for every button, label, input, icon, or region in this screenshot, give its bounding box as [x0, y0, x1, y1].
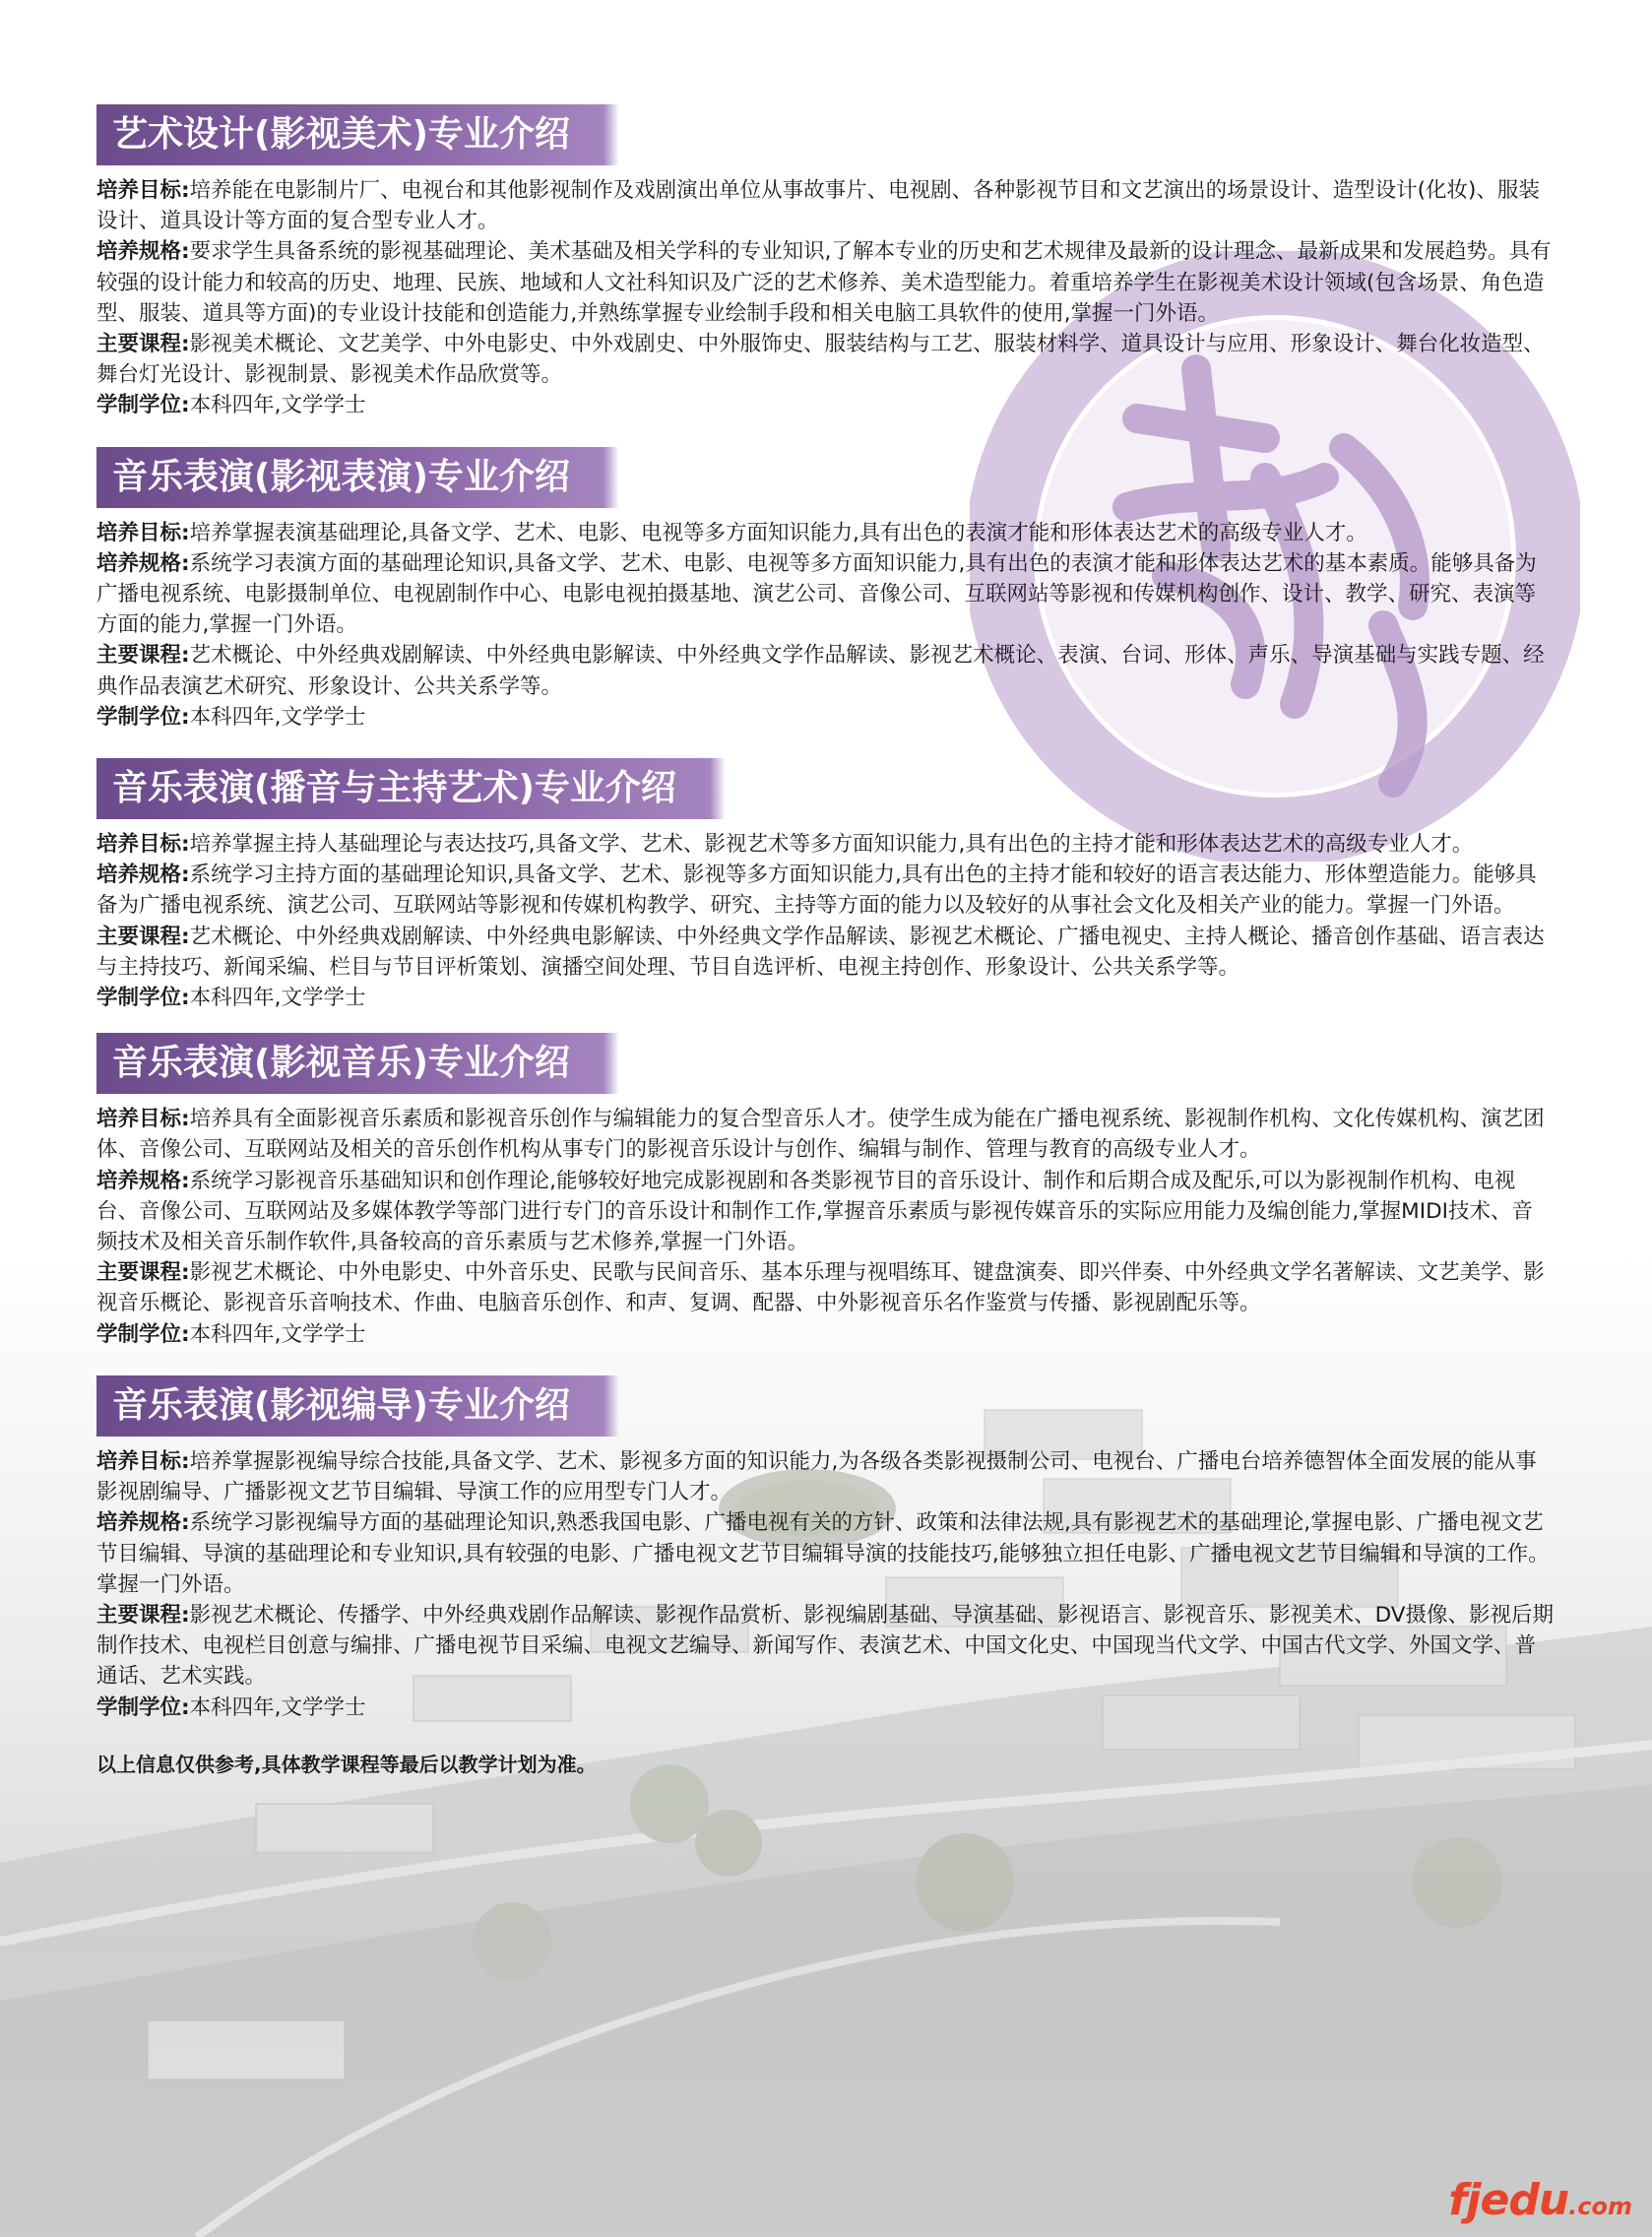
courses-label: 主要课程: — [96, 1602, 190, 1628]
section-title: 艺术设计(影视美术)专业介绍 — [96, 104, 604, 165]
degree-label: 学制学位: — [96, 1694, 190, 1720]
section-art-design — [96, 104, 1554, 421]
section-film-acting — [96, 447, 1554, 733]
spec-text: 系统学习影视编导方面的基础理论知识,熟悉我国电影、广播电视有关的方针、政策和法律法规,具有影视艺术的基础理论,掌握电影、广播电视文艺节目编辑、导演的基础理论和专业知识,具有较强的电影、广播电视文艺节目编辑导演的技能技巧,能够独立担任电影、广播电视文艺节目编辑和导演的工作。掌握一门外语。 — [96, 1510, 1550, 1597]
spec-label: 培养规格: — [96, 550, 190, 576]
watermark-suffix: .com — [1568, 2193, 1632, 2220]
spec-text: 系统学习影视音乐基础知识和创作理论,能够较好地完成影视剧和各类影视节目的音乐设计、制作和后期合成及配乐,可以为影视制作机构、电视台、音像公司、互联网站及多媒体教学等部门进行专门的音乐设计和制作工作,掌握音乐素质与影视传媒音乐的实际应用能力及编创能力,掌握MIDI技术、音频技术及相关音乐制作软件,具备较高的音乐素质与艺术修养,掌握一门外语。 — [96, 1168, 1533, 1255]
training-goal — [96, 1104, 1554, 1165]
goal-label: 培养目标: — [96, 1107, 190, 1132]
spec-label: 培养规格: — [96, 1168, 190, 1193]
site-watermark — [1448, 2175, 1632, 2225]
courses-text: 影视艺术概论、传播学、中外经典戏剧作品解读、影视作品赏析、影视编剧基础、导演基础、影视语言、影视音乐、影视美术、DV摄像、影视后期制作技术、电视栏目创意与编排、广播电视节目采编、电视文艺编导、新闻写作、表演艺术、中国文化史、中国现当代文学、中国古代文学、外国文学、普通话、艺术实践。 — [96, 1602, 1555, 1690]
degree-label: 学制学位: — [96, 704, 190, 730]
main-courses — [96, 640, 1554, 701]
degree-text: 本科四年,文学学士 — [189, 704, 366, 730]
section-title: 音乐表演(影视表演)专业介绍 — [96, 447, 604, 508]
main-courses — [96, 922, 1554, 983]
goal-label: 培养目标: — [96, 520, 190, 545]
courses-text: 艺术概论、中外经典戏剧解读、中外经典电影解读、中外经典文学作品解读、影视艺术概论、表演、台词、形体、声乐、导演基础与实践专题、经典作品表演艺术研究、形象设计、公共关系学等。 — [96, 643, 1545, 699]
goal-text: 培养具有全面影视音乐素质和影视音乐创作与编辑能力的复合型音乐人才。使学生成为能在广播电视系统、影视制作机构、文化传媒机构、演艺团体、音像公司、互联网站及相关的音乐创作机构从事专门的影视音乐设计与创作、编辑与制作、管理与教育的高级专业人才。 — [96, 1107, 1545, 1163]
goal-text: 培养掌握表演基础理论,具备文学、艺术、电影、电视等多方面知识能力,具有出色的表演才能和形体表达艺术的高级专业人才。 — [189, 520, 1367, 545]
degree-text: 本科四年,文学学士 — [189, 1321, 366, 1347]
spec-label: 培养规格: — [96, 239, 190, 265]
courses-label: 主要课程: — [96, 1260, 190, 1286]
degree-info — [96, 702, 1554, 733]
degree-info — [96, 390, 1554, 420]
training-goal — [96, 829, 1554, 860]
spec-label: 培养规格: — [96, 863, 190, 888]
courses-label: 主要课程: — [96, 924, 190, 949]
section-broadcasting-hosting — [96, 758, 1554, 1013]
training-spec — [96, 1166, 1554, 1258]
degree-info — [96, 1693, 1554, 1723]
spec-label: 培养规格: — [96, 1510, 190, 1536]
training-spec — [96, 1507, 1554, 1600]
spec-text: 系统学习表演方面的基础理论知识,具备文学、艺术、电影、电视等多方面知识能力,具有出色的表演才能和形体表达艺术的基本素质。能够具备为广播电视系统、电影摄制单位、电视剧制作中心、电影电视拍摄基地、演艺公司、音像公司、互联网站等影视和传媒机构创作、设计、教学、研究、表演等方面的能力,掌握一门外语。 — [96, 550, 1537, 638]
degree-label: 学制学位: — [96, 986, 190, 1011]
training-goal — [96, 518, 1554, 548]
spec-text: 系统学习主持方面的基础理论知识,具备文学、艺术、影视等多方面知识能力,具有出色的主持才能和较好的语言表达能力、形体塑造能力。能够具备为广播电视系统、演艺公司、互联网站等影视和传媒机构教学、研究、主持等方面的能力以及较好的从事社会文化及相关产业的能力。掌握一门外语。 — [96, 863, 1537, 919]
degree-text: 本科四年,文学学士 — [189, 1694, 366, 1720]
courses-label: 主要课程: — [96, 643, 190, 669]
spec-text: 要求学生具备系统的影视基础理论、美术基础及相关学科的专业知识,了解本专业的历史和艺术规律及最新的设计理念、最新成果和发展趋势。具有较强的设计能力和较高的历史、地理、民族、地域和人文社科知识及广泛的艺术修养、美术造型能力。着重培养学生在影视美术设计领域(包含场景、角色造型、服装、道具等方面)的专业设计技能和创造能力,并熟练掌握专业绘制手段和相关电脑工具软件的使用,掌握一门外语。 — [96, 239, 1552, 326]
goal-label: 培养目标: — [96, 832, 190, 858]
degree-info — [96, 1319, 1554, 1350]
training-spec — [96, 236, 1554, 329]
main-courses — [96, 329, 1554, 390]
training-goal — [96, 1446, 1554, 1507]
training-spec — [96, 860, 1554, 921]
goal-label: 培养目标: — [96, 178, 190, 203]
goal-label: 培养目标: — [96, 1448, 190, 1474]
program-list — [96, 104, 1554, 1777]
courses-label: 主要课程: — [96, 332, 190, 357]
courses-text: 影视艺术概论、中外电影史、中外音乐史、民歌与民间音乐、基本乐理与视唱练耳、键盘演奏、即兴伴奏、中外经典文学名著解读、文艺美学、影视音乐概论、影视音乐音响技术、作曲、电脑音乐创作、和声、复调、配器、中外影视音乐名作鉴赏与传播、影视剧配乐等。 — [96, 1260, 1545, 1316]
main-courses — [96, 1257, 1554, 1318]
goal-text: 培养掌握主持人基础理论与表达技巧,具备文学、艺术、影视艺术等多方面知识能力,具有出色的主持才能和形体表达艺术的高级专业人才。 — [189, 832, 1474, 858]
degree-label: 学制学位: — [96, 1321, 190, 1347]
degree-info — [96, 983, 1554, 1013]
training-goal — [96, 175, 1554, 236]
goal-text: 培养能在电影制片厂、电视台和其他影视制作及戏剧演出单位从事故事片、电视剧、各种影视节目和文艺演出的场景设计、造型设计(化妆)、服装设计、道具设计等方面的复合型专业人才。 — [96, 178, 1540, 234]
section-title: 音乐表演(影视编导)专业介绍 — [96, 1375, 604, 1437]
watermark-brand: fjedu — [1448, 2175, 1569, 2225]
goal-text: 培养掌握影视编导综合技能,具备文学、艺术、影视多方面的知识能力,为各级各类影视摄制公司、电视台、广播电台培养德智体全面发展的能从事影视剧编导、广播影视文艺节目编辑、导演工作的应用型专门人才。 — [96, 1448, 1537, 1505]
main-courses — [96, 1600, 1554, 1693]
training-spec — [96, 548, 1554, 641]
degree-text: 本科四年,文学学士 — [189, 393, 366, 418]
section-film-directing — [96, 1375, 1554, 1723]
disclaimer-note: 以上信息仅供参考,具体教学课程等最后以教学计划为准。 — [96, 1752, 597, 1776]
courses-text: 影视美术概论、文艺美学、中外电影史、中外戏剧史、中外服饰史、服装结构与工艺、服装材料学、道具设计与应用、形象设计、舞台化妆造型、舞台灯光设计、影视制景、影视美术作品欣赏等。 — [96, 332, 1545, 388]
degree-text: 本科四年,文学学士 — [189, 986, 366, 1011]
courses-text: 艺术概论、中外经典戏剧解读、中外经典电影解读、中外经典文学作品解读、影视艺术概论、广播电视史、主持人概论、播音创作基础、语言表达与主持技巧、新闻采编、栏目与节目评析策划、演播空间处理、节目自选评析、电视主持创作、形象设计、公共关系学等。 — [96, 924, 1545, 980]
section-title: 音乐表演(影视音乐)专业介绍 — [96, 1033, 604, 1094]
section-film-music — [96, 1033, 1554, 1350]
degree-label: 学制学位: — [96, 393, 190, 418]
section-title: 音乐表演(播音与主持艺术)专业介绍 — [96, 758, 710, 819]
